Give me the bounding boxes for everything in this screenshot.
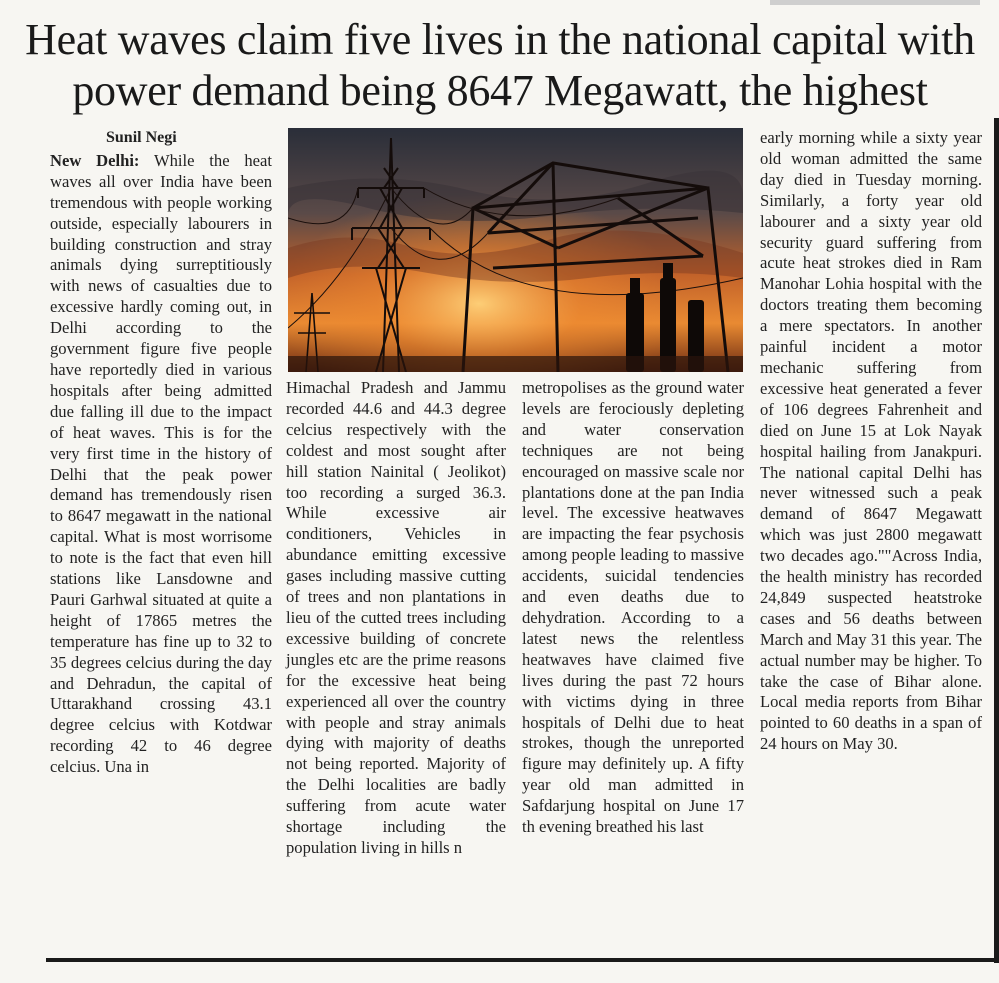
column-1-text xyxy=(50,151,272,778)
headline: Heat waves claim five lives in the national capital with power demand being 8647 Megawatt, the highest xyxy=(25,15,975,115)
dateline: New Delhi: xyxy=(50,150,140,170)
column-3-body: metropolises as the ground water levels are ferociously depleting and water conservation techniques are not being encouraged on massive scale nor plantations done at the pan India level. The excessive heatwaves are impacting the fear psychosis among people leading to massive accidents, suicidal tendencies and even deaths due to dehydration. According to a latest news the relentless heatwaves have claimed five lives during the past 72 hours with victims dying in three hospitals of Delhi due to heat strokes, though the unreported figure may definitely up. A fifty year old man admitted in Safdarjung hospital on June 17 th evening breathed his last xyxy=(522,378,744,837)
byline: Sunil Negi xyxy=(106,129,177,146)
article-column-4 xyxy=(760,128,982,755)
column-1-body: While the heat waves all over India have been tremendous with people working outside, especially labourers in building construction and stray animals dying surreptitiously with news of casualties due to excessive hardly coming out, in Delhi according to the government figure five people have reportedly died in various hospitals after being admitted due falling ill due to the impact of heat waves. This is for the very first time in the history of Delhi that the peak power demand has tremendously risen to 8647 megawatt in the national capital. What is most worrisome to note is the fact that even hill stations like Lansdowne and Pauri Garhwal situated at quite a height of 17865 metres the temperature has fine up to 32 to 35 degrees celcius during the day and Dehradun, the capital of Uttarakhand crossing 43.1 degree celcius with Kotdwar recording 42 to 46 degree celcius. Una in xyxy=(50,150,272,777)
article-column-1 xyxy=(50,128,272,778)
bottom-rule xyxy=(46,958,999,962)
top-rule xyxy=(770,0,980,5)
column-4-body: early morning while a sixty year old woman admitted the same day died in Tuesday morning. Similarly, a forty year old labourer and a sixty year old security guard suffering from acute heat strokes died in Ram Manohar Lohia hospital with the doctors treating them becoming a mere spectators. In another painful incident a motor mechanic suffering from excessive heat generated a fever of 106 degrees Fahrenheit and died on June 15 at Lok Nayak hospital hailing from Janakpuri. The national capital Delhi has never witnessed such a peak demand of 8647 Megawatt which was just 2800 megawatt two decades ago.""Across India, the health ministry has recorded 24,849 suspected heatstroke cases and 56 deaths between March and May 31 this year. The actual number may be higher. To take the case of Bihar alone. Local media reports from Bihar pointed to 60 deaths in a span of 24 hours on May 30. xyxy=(760,128,982,754)
power-lines-photo xyxy=(288,128,743,372)
right-border xyxy=(994,118,999,963)
transmission-tower-image xyxy=(288,128,743,372)
article-column-2 xyxy=(286,378,506,859)
column-2-body: Himachal Pradesh and Jammu recorded 44.6 and 44.3 degree celcius respectively with the coldest and most sought after hill station Nainital ( Jeolikot) too recording a surged 36.3. While excessive air conditioners, Vehicles in abundance emitting excessive gases including massive cutting of trees and non plantations in lieu of the cutted trees including excessive building of concrete jungles etc are the prime reasons for the excessive heat being experienced all over the country with people and stray animals dying with majority of deaths not being reported. Majority of the Delhi localities are badly suffering from acute water shortage including the population living in hills n xyxy=(286,378,506,857)
article-column-3 xyxy=(522,378,744,838)
